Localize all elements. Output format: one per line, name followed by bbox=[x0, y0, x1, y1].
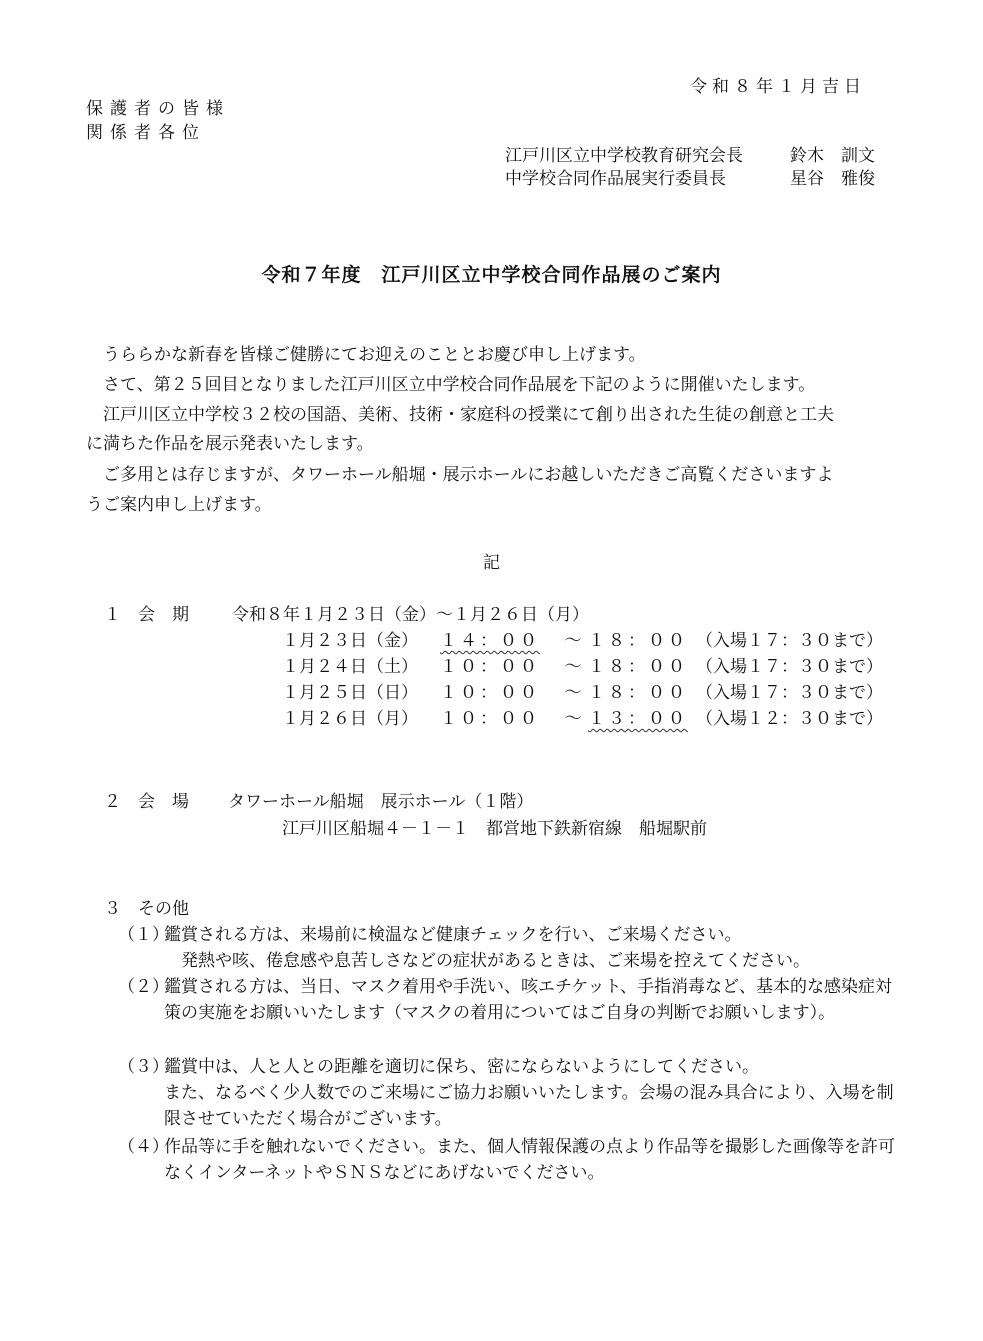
body-line-4: に満ちた作品を展示発表いたします。 bbox=[86, 434, 374, 454]
schedule-day: １月２４日（土） bbox=[282, 657, 418, 677]
schedule-start: １４：００ bbox=[440, 631, 540, 651]
note-3 bbox=[118, 1054, 898, 1132]
schedule-start: １０：００ bbox=[440, 709, 540, 729]
note-number: （３） bbox=[118, 1057, 169, 1077]
note-1 bbox=[118, 922, 898, 974]
schedule-row bbox=[282, 628, 883, 654]
schedule-end: １８：００ bbox=[588, 657, 688, 677]
schedule-day: １月２３日（金） bbox=[282, 631, 418, 651]
note-number: （４） bbox=[118, 1137, 169, 1157]
body-line-1: うららかな新春を皆様ご健勝にてお迎えのこととお慶び申し上げます。 bbox=[86, 345, 646, 365]
schedule-tilde: ～ bbox=[564, 631, 582, 651]
venue-label: ２ 会 場 bbox=[104, 792, 189, 812]
schedule-row bbox=[282, 706, 883, 732]
sender-2 bbox=[505, 166, 875, 192]
schedule-table bbox=[282, 628, 883, 732]
schedule-tilde: ～ bbox=[564, 683, 582, 703]
note-text: 鑑賞される方は、来場前に検温など健康チェックを行い、ご来場ください。 bbox=[164, 925, 742, 945]
note-text: 鑑賞される方は、当日、マスク着用や手洗い、咳エチケット、手指消毒など、基本的な感染症対策の実施をお願いいたします（マスクの着用についてはご自身の判断でお願いします）。 bbox=[164, 977, 892, 1023]
body-line-5: ご多用とは存じますが、タワーホール船堀・展示ホールにお越しいただきご高覧くださいますよ bbox=[86, 465, 834, 485]
period-label: １ 会 期 bbox=[104, 605, 189, 625]
schedule-day: １月２５日（日） bbox=[282, 683, 418, 703]
venue-name: タワーホール船堀 展示ホール（１階） bbox=[228, 792, 534, 812]
schedule-entry: （入場１７：３０まで） bbox=[696, 657, 883, 677]
note-2 bbox=[118, 974, 898, 1026]
addressee-related: 関係者各位 bbox=[86, 123, 206, 143]
schedule-end: １８：００ bbox=[588, 683, 688, 703]
body-line-6: うご案内申し上げます。 bbox=[86, 495, 272, 515]
schedule-tilde: ～ bbox=[564, 709, 582, 729]
schedule-entry: （入場１２：３０まで） bbox=[696, 709, 883, 729]
other-label: ３ その他 bbox=[104, 899, 189, 919]
venue-address: 江戸川区船堀４－１－１ 都営地下鉄新宿線 船堀駅前 bbox=[282, 819, 707, 839]
schedule-start: １０：００ bbox=[440, 683, 540, 703]
note-sub: また、なるべく少人数でのご来場にご協力お願いいたします。会場の混み具合により、入場を制限させていただく場合がございます。 bbox=[164, 1083, 894, 1129]
schedule-tilde: ～ bbox=[564, 657, 582, 677]
schedule-entry: （入場１７：３０まで） bbox=[696, 683, 883, 703]
body-line-2: さて、第２５回目となりました江戸川区立中学校合同作品展を下記のように開催いたします。 bbox=[86, 375, 816, 395]
sender-2-title: 中学校合同作品展実行委員長 bbox=[505, 169, 726, 189]
note-text: 鑑賞中は、人と人との距離を適切に保ち、密にならないようにしてください。 bbox=[164, 1057, 759, 1077]
note-number: （２） bbox=[118, 977, 169, 997]
note-4 bbox=[118, 1134, 898, 1186]
sender-2-name: 星谷 雅俊 bbox=[790, 169, 875, 189]
note-sub: 発熱や咳、倦怠感や息苦しさなどの症状があるときは、ご来場を控えてください。 bbox=[164, 951, 810, 971]
note-text: 作品等に手を触れないでください。また、個人情報保護の点より作品等を撮影した画像等を許可なくインターネットやＳＮＳなどにあげないでください。 bbox=[164, 1137, 895, 1183]
schedule-entry: （入場１７：３０まで） bbox=[696, 631, 883, 651]
document-date: 令和８年１月吉日 bbox=[690, 77, 866, 97]
sender-1-name: 鈴木 訓文 bbox=[790, 146, 875, 166]
schedule-day: １月２６日（月） bbox=[282, 709, 418, 729]
body-line-3: 江戸川区立中学校３２校の国語、美術、技術・家庭科の授業にて創り出された生徒の創意と工夫 bbox=[86, 405, 834, 425]
addressee-parents: 保護者の皆様 bbox=[86, 99, 230, 119]
note-number: （１） bbox=[118, 925, 169, 945]
sender-1-title: 江戸川区立中学校教育研究会長 bbox=[505, 146, 743, 166]
ki-heading: 記 bbox=[483, 553, 500, 573]
schedule-row bbox=[282, 680, 883, 706]
schedule-row bbox=[282, 654, 883, 680]
period-range: 令和８年１月２３日（金）～１月２６日（月） bbox=[232, 605, 589, 625]
schedule-start: １０：００ bbox=[440, 657, 540, 677]
schedule-end: １３：００ bbox=[588, 709, 688, 729]
schedule-end: １８：００ bbox=[588, 631, 688, 651]
document-title: 令和７年度 江戸川区立中学校合同作品展のご案内 bbox=[261, 264, 722, 286]
